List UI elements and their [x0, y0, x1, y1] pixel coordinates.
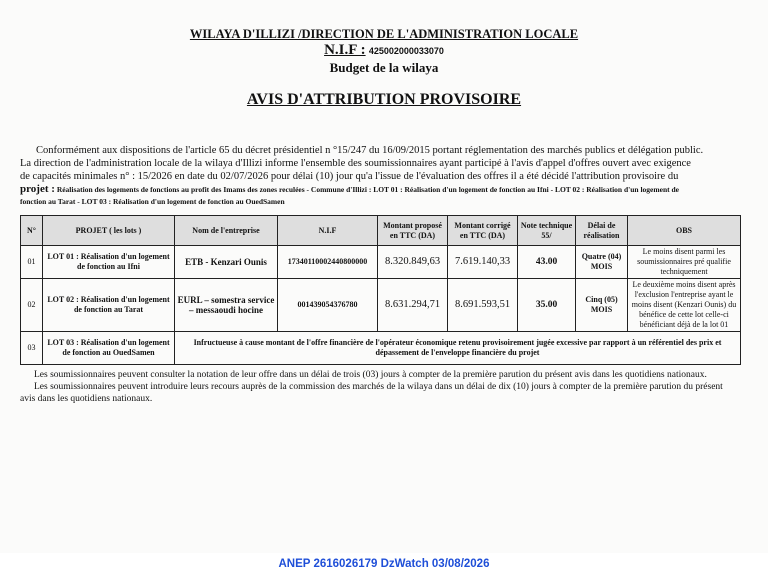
- cell-entreprise: EURL – somestra service – messaoudi hocine: [175, 279, 278, 332]
- cell-entreprise: ETB - Kenzari Ounis: [175, 246, 278, 279]
- cell-num: 03: [21, 332, 43, 365]
- cell-nif: 001439054376780: [278, 279, 378, 332]
- cell-montant-corrige: 7.619.140,33: [448, 246, 518, 279]
- attribution-table: [20, 215, 741, 365]
- cell-note: 35.00: [518, 279, 576, 332]
- header-delai: Délai de réalisation: [576, 216, 628, 246]
- source-watermark: ANEP 2616026179 DzWatch 03/08/2026: [278, 558, 490, 570]
- table-row: [21, 332, 741, 365]
- cell-infructueuse: Infructueuse à cause montant de l'offre financière de l'opérateur économique retenu provisoirement jugée excessive par rapport à un référentiel des prix et dépassement de l'enveloppe financière du projet: [175, 332, 741, 365]
- document-title: AVIS D'ATTRIBUTION PROVISOIRE: [246, 91, 522, 108]
- header-entreprise: Nom de l'entreprise: [175, 216, 278, 246]
- table-header-row: [21, 216, 741, 246]
- nif-value: 425002000033070: [368, 46, 444, 56]
- header-montant-propose: Montant proposé en TTC (DA): [378, 216, 448, 246]
- table-row: [21, 246, 741, 279]
- header-montant-corrige: Montant corrigé en TTC (DA): [448, 216, 518, 246]
- projet-description: Réalisation des logements de fonctions au profit des Imams des zones reculées - Commune d'Illizi : LOT 01 : Réalisation d'un logement de fonction au Ifni - LOT 02 : Réalisation d'un logement de: [56, 185, 679, 194]
- cell-obs: Le deuxième moins disent après l'exclusion l'entreprise ayant le moins disent (Kenzari Ounis) du bénéfice de cette lot celle-ci bénéficiant déjà de la lot 01: [628, 279, 741, 332]
- cell-num: 02: [21, 279, 43, 332]
- cell-projet: LOT 02 : Réalisation d'un logement de fonction au Tarat: [43, 279, 175, 332]
- cell-montant-propose: 8.320.849,63: [378, 246, 448, 279]
- cell-montant-propose: 8.631.294,71: [378, 279, 448, 332]
- header-obs: OBS: [628, 216, 741, 246]
- intro-line-3: de capacités minimales n° : 15/2026 en date du 02/07/2026 pour délai (10) jour qu'a l'issue de l'évaluation des offres il a été décidé l'attribution provisoire du: [20, 171, 679, 182]
- intro-line-1: Conformément aux dispositions de l'article 65 du décret présidentiel n °15/247 du 16/09/2015 portant réglementation des marchés publics et délégation public.: [36, 145, 704, 156]
- footer-note-2: Les soumissionnaires peuvent introduire leurs recours auprès de la commission des marchés de la wilaya dans un délai de dix (10) jours à compter de la première parution du présent avis dans les quotidiens nationaux.: [20, 382, 723, 404]
- nif-label: N.I.F :: [324, 42, 366, 58]
- nif-line: [0, 42, 768, 59]
- footer-note-1: Les soumissionnaires peuvent consulter la notation de leur offre dans un délai de trois (03) jours à compter de la première parution du présent avis dans les quotidiens nationaux.: [34, 370, 707, 380]
- header-projet: PROJET ( les lots ): [43, 216, 175, 246]
- cell-num: 01: [21, 246, 43, 279]
- cell-nif: 17340110002440800000: [278, 246, 378, 279]
- wilaya-header: WILAYA D'ILLIZI /DIRECTION DE L'ADMINISTRATION LOCALE: [189, 27, 579, 41]
- cell-obs: Le moins disent parmi les soumissionnaires pré qualifie techniquement: [628, 246, 741, 279]
- projet-label: projet :: [20, 183, 55, 195]
- header-nif: N.I.F: [278, 216, 378, 246]
- header-num: N°: [21, 216, 43, 246]
- budget-title: Budget de la wilaya: [329, 60, 439, 75]
- cell-projet: LOT 01 : Réalisation d'un logement de fonction au Ifni: [43, 246, 175, 279]
- cell-projet: LOT 03 : Réalisation d'un logement de fonction au OuedSamen: [43, 332, 175, 365]
- table-row: [21, 279, 741, 332]
- cell-note: 43.00: [518, 246, 576, 279]
- cell-montant-corrige: 8.691.593,51: [448, 279, 518, 332]
- intro-line-5: fonction au Tarat - LOT 03 : Réalisation d'un logement de fonction au OuedSamen: [20, 197, 285, 206]
- cell-delai: Quatre (04) MOIS: [576, 246, 628, 279]
- intro-line-2: La direction de l'administration locale de la wilaya d'Illizi informe l'ensemble des soumissionnaires ayant participé à l'avis d'appel d'offres ouvert avec exigence: [20, 158, 691, 169]
- cell-delai: Cinq (05) MOIS: [576, 279, 628, 332]
- header-note: Note technique 55/: [518, 216, 576, 246]
